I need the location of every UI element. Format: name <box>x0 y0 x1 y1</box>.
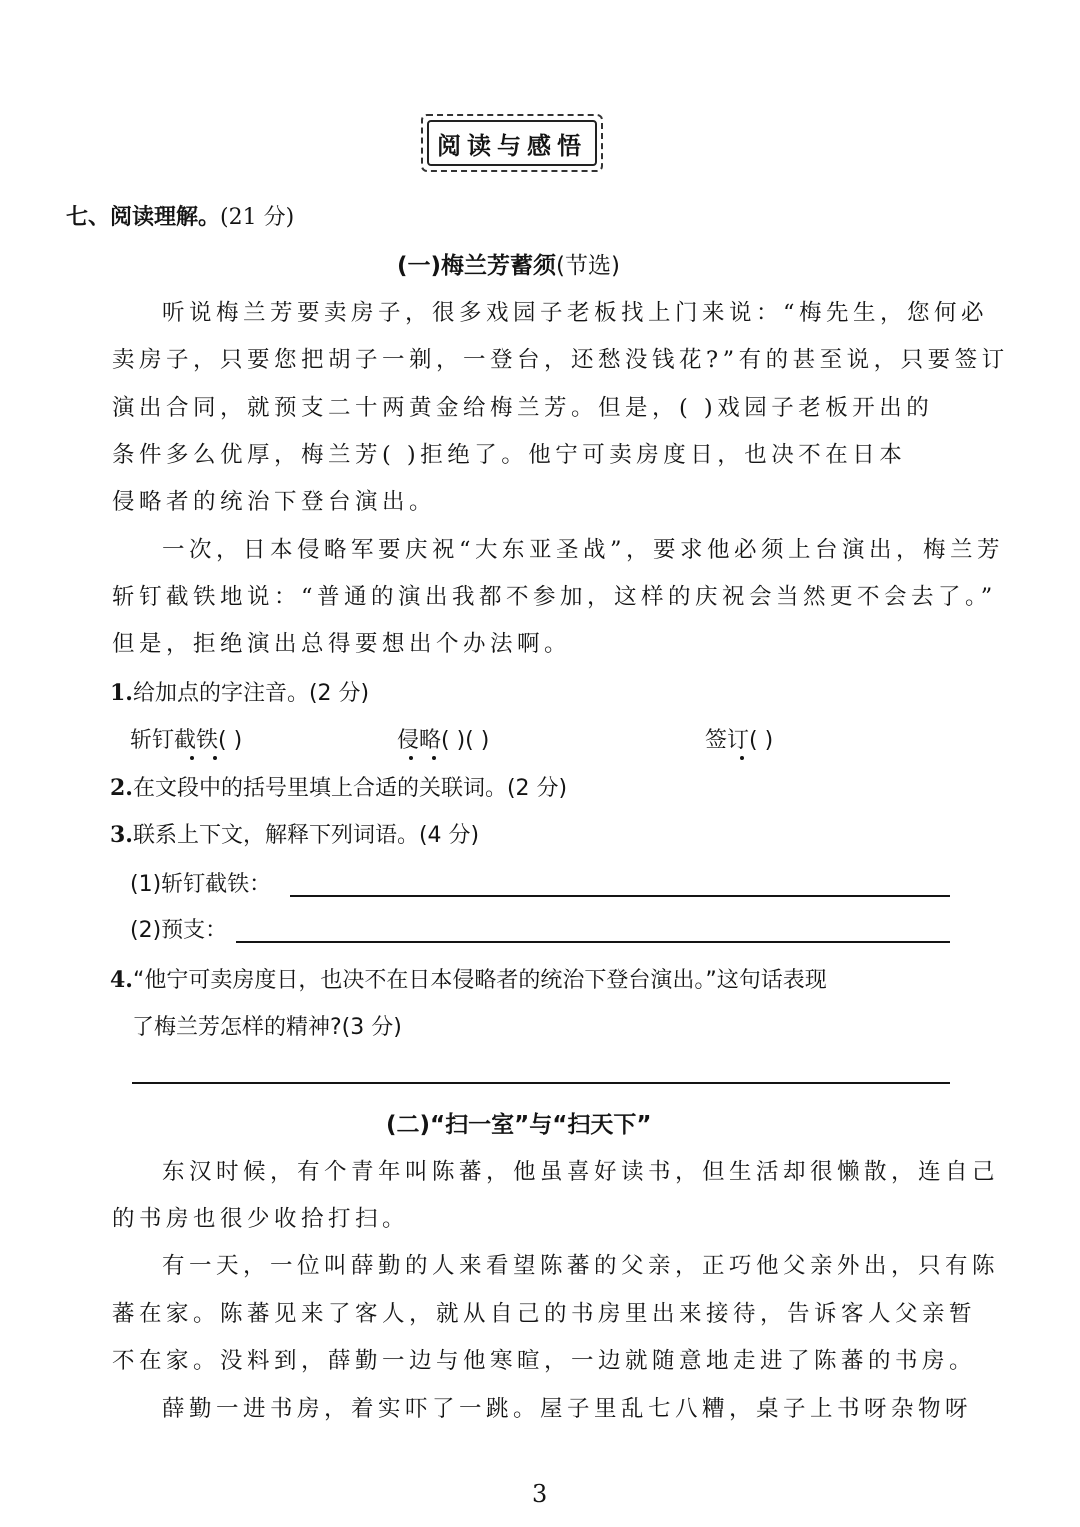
passage1-line: 演出合同，就预支二十两黄金给梅兰芳。但是，( )戏园子老板开出的 <box>112 395 934 421</box>
passage2-line: 蕃在家。陈蕃见来了客人，就从自己的书房里出来接待，告诉客人父亲暂 <box>112 1301 977 1327</box>
pinyin-word-3 <box>705 723 773 754</box>
emphasis-dot <box>213 756 217 760</box>
section-heading <box>66 200 294 231</box>
passage1-line: 条件多么优厚，梅兰芳( )拒绝了。他宁可卖房度日，也决不在日本 <box>112 442 907 468</box>
question-2-text: 在文段中的括号里填上合适的关联词。(2 分) <box>132 776 568 801</box>
answer-line-3-1[interactable] <box>290 895 950 897</box>
question-2 <box>110 771 567 802</box>
pinyin-word-3-text: 签订 <box>705 728 750 753</box>
question-3-item-2: (2)预支： <box>130 918 228 943</box>
question-4-line2: 了梅兰芳怎样的精神?(3 分) <box>132 1015 402 1040</box>
passage1-line: 一次，日本侵略军要庆祝“大东亚圣战”，要求他必须上台演出，梅兰芳 <box>162 537 1005 563</box>
question-1-number: 1. <box>110 680 133 706</box>
passage1-line: 听说梅兰芳要卖房子，很多戏园子老板找上门来说：“梅先生，您何必 <box>162 300 989 326</box>
section-label: 七、阅读理解。 <box>66 205 221 230</box>
emphasis-dot <box>740 756 744 760</box>
question-3-number: 3. <box>110 822 133 848</box>
section-score: (21 分) <box>220 205 295 230</box>
passage1-line: 但是，拒绝演出总得要想出个办法啊。 <box>112 631 572 657</box>
passage1-line: 斩钉截铁地说：“普通的演出我都不参加，这样的庆祝会当然更不会去了。” <box>112 584 997 610</box>
pinyin-blank-1[interactable]: ( ) <box>218 728 243 753</box>
passage2-line: 不在家。没料到，薛勤一边与他寒暄，一边就随意地走进了陈蕃的书房。 <box>112 1348 977 1374</box>
question-1 <box>110 676 369 707</box>
passage2-line: 薛勤一进书房，着实吓了一跳。屋子里乱七八糟，桌子上书呀杂物呀 <box>162 1396 973 1422</box>
pinyin-word-2-text: 侵略 <box>397 728 442 753</box>
question-2-number: 2. <box>110 775 133 801</box>
emphasis-dot <box>432 756 436 760</box>
passage1-title-text: (一)梅兰芳蓄须 <box>397 253 557 279</box>
pinyin-word-1 <box>130 723 242 754</box>
question-4-line1: “他宁可卖房度日，也决不在日本侵略者的统治下登台演出。”这句话表现 <box>132 968 827 993</box>
passage2-line: 有一天，一位叫薛勤的人来看望陈蕃的父亲，正巧他父亲外出，只有陈 <box>162 1253 1000 1279</box>
section-badge <box>421 114 603 172</box>
emphasis-dot <box>190 756 194 760</box>
page-number: 3 <box>532 1480 548 1508</box>
answer-line-4[interactable] <box>132 1082 950 1084</box>
question-4-number: 4. <box>110 967 133 993</box>
answer-line-3-2[interactable] <box>236 941 950 943</box>
passage2-line: 东汉时候，有个青年叫陈蕃，他虽喜好读书，但生活却很懒散，连自己 <box>162 1159 1000 1185</box>
pinyin-word-2 <box>397 723 489 754</box>
passage1-line: 卖房子，只要您把胡子一剃，一登台，还愁没钱花?”有的甚至说，只要签订 <box>112 347 1009 373</box>
question-3-item-1: (1)斩钉截铁： <box>130 872 272 897</box>
pinyin-blank-3[interactable]: ( ) <box>749 728 774 753</box>
pinyin-blank-2[interactable]: ( )( ) <box>441 728 490 753</box>
passage2-title: (二)“扫一室”与“扫天下” <box>386 1112 652 1138</box>
emphasis-dot <box>409 756 413 760</box>
passage1-line: 侵略者的统治下登台演出。 <box>112 489 437 515</box>
passage2-line: 的书房也很少收拾打扫。 <box>112 1206 410 1232</box>
passage1-note: (节选) <box>556 253 620 279</box>
question-3 <box>110 818 479 849</box>
section-badge-text: 阅读与感悟 <box>437 131 587 160</box>
question-3-text: 联系上下文，解释下列词语。(4 分) <box>132 823 480 848</box>
pinyin-word-1-text: 斩钉截铁 <box>130 728 219 753</box>
question-4 <box>110 963 827 994</box>
question-1-text: 给加点的字注音。(2 分) <box>132 681 370 706</box>
passage1-title <box>397 247 620 280</box>
